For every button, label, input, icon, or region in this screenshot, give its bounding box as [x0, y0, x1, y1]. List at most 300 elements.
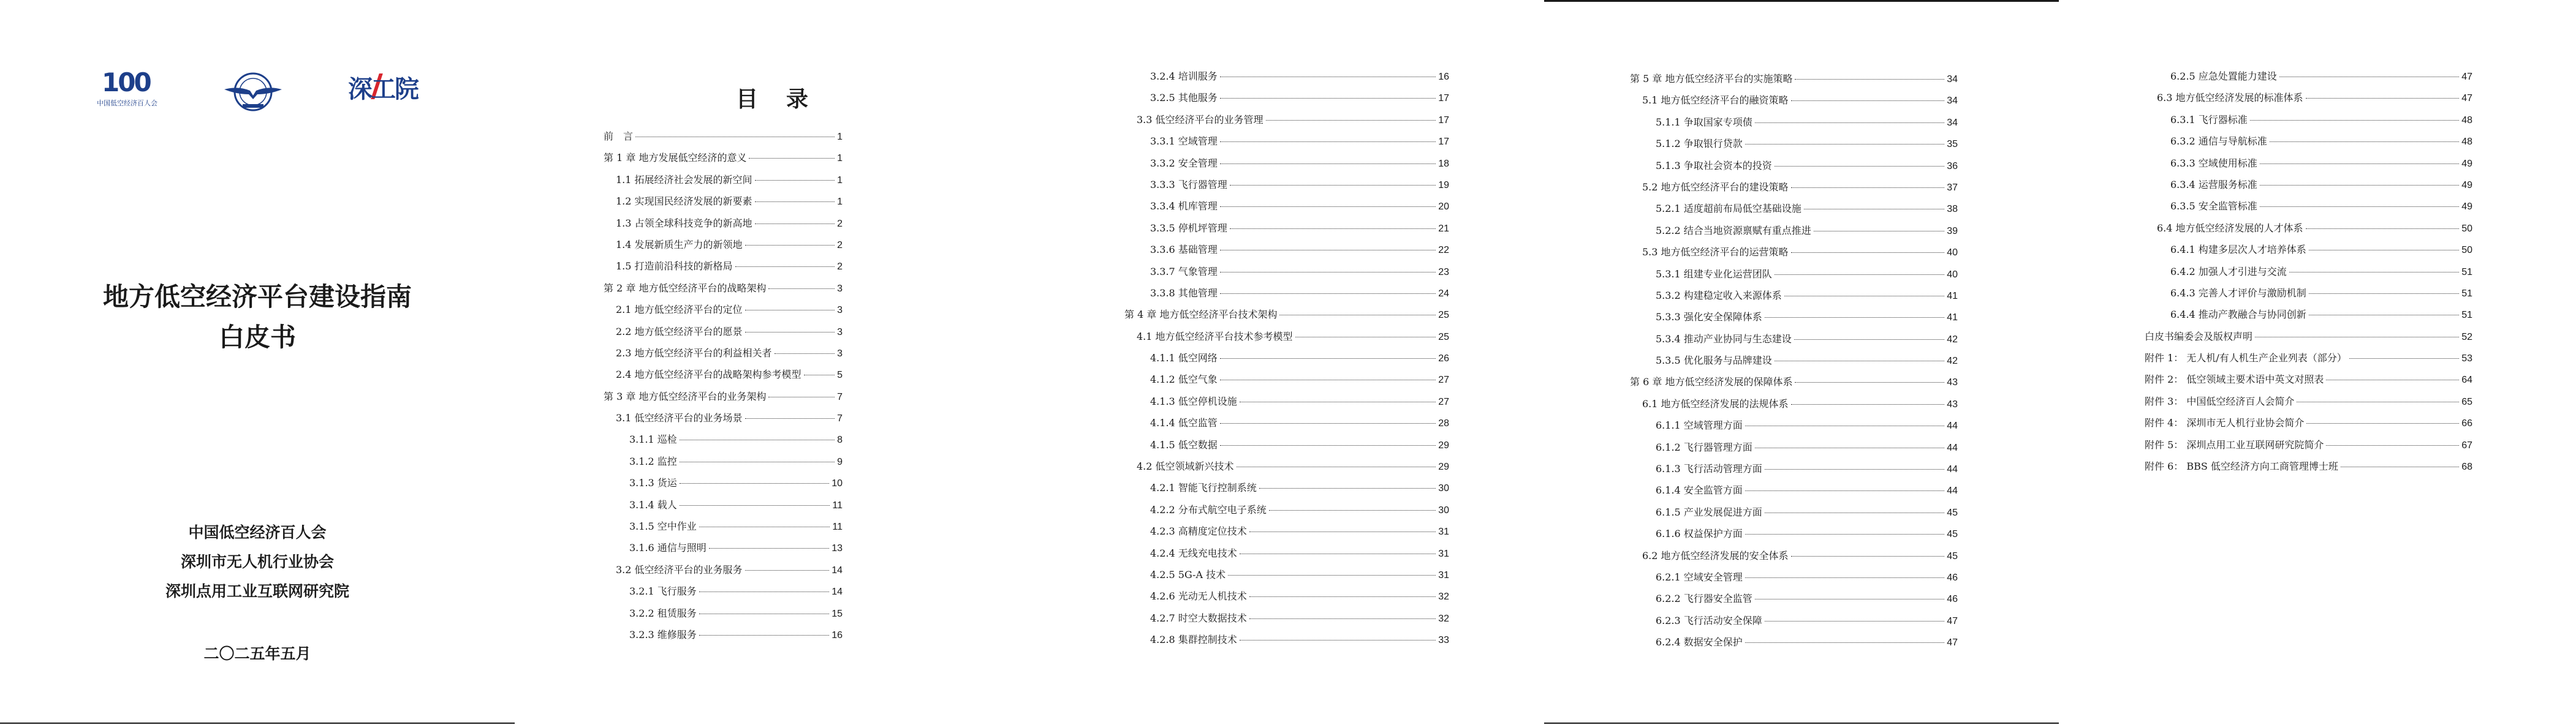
toc-entry-title: 6.2.4 数据安全保护 [1656, 636, 1743, 648]
toc-entry-title: 3.3.6 基础管理 [1150, 244, 1218, 256]
toc-entry-title: 3.3.1 空域管理 [1150, 135, 1218, 148]
toc-entry[interactable] [1124, 329, 1449, 350]
toc-entry[interactable] [604, 606, 843, 627]
toc-page-number: 39 [1947, 225, 1958, 236]
toc-entry-title: 6.2.3 飞行活动安全保障 [1656, 614, 1762, 626]
toc-entry-title: 1.1 拓展经济社会发展的新空间 [616, 173, 752, 186]
toc-entry-title: 3.2.3 维修服务 [629, 628, 697, 640]
toc-entry-title: 附件 4： 深圳市无人机行业协会简介 [2145, 417, 2305, 429]
toc-entry-title: 4.2.5 5G-A 技术 [1150, 568, 1226, 580]
toc-entry-title: 5.3.2 构建稳定收入来源体系 [1656, 289, 1782, 301]
toc-page-number: 45 [1947, 550, 1958, 562]
toc-entry[interactable] [1124, 307, 1449, 328]
toc-entry[interactable] [1630, 244, 1958, 266]
toc-entry[interactable] [604, 627, 843, 648]
toc-entry[interactable] [604, 475, 843, 497]
toc-dot-leader [749, 158, 835, 159]
toc-entry[interactable] [1630, 526, 1958, 547]
toc-entry[interactable] [1630, 179, 1958, 201]
toc-page-number: 49 [2461, 179, 2472, 190]
toc-page-number: 41 [1947, 290, 1958, 301]
toc-entry[interactable] [1630, 591, 1958, 612]
toc-page-number: 30 [1438, 505, 1449, 516]
toc-entry[interactable] [1124, 394, 1449, 415]
toc-entry[interactable] [2145, 198, 2472, 220]
toc-page-number: 37 [1947, 182, 1958, 193]
toc-entry[interactable] [1630, 331, 1958, 353]
publication-date: 二〇二五年五月 [203, 645, 311, 663]
toc-entry-title: 4.1.3 低空停机设施 [1150, 395, 1237, 407]
toc-dot-leader [1795, 382, 1944, 383]
toc-page-number: 47 [2461, 72, 2472, 82]
toc-entry-title: 4.2.8 集群控制技术 [1150, 634, 1237, 646]
toc-entry[interactable] [604, 324, 843, 345]
toc-page-number: 30 [1438, 483, 1449, 494]
toc-entry[interactable] [2145, 329, 2472, 350]
toc-page-number: 51 [2461, 288, 2472, 299]
toc-entry-title: 前 言 [604, 130, 634, 142]
toc-entry[interactable] [1630, 353, 1958, 374]
toc-entry[interactable] [1124, 285, 1449, 307]
toc-dot-leader [755, 180, 835, 181]
toc-entry[interactable] [604, 389, 843, 410]
toc-page-number: 17 [1438, 93, 1449, 104]
toc-entry[interactable] [2145, 350, 2472, 372]
toc-entry-title: 6.4.1 构建多层次人才培养体系 [2170, 244, 2306, 256]
toc-entry[interactable] [2145, 264, 2472, 285]
toc-page-number: 34 [1947, 96, 1958, 107]
toc-entry-title: 6.3.1 飞行器标准 [2170, 113, 2248, 126]
toc-dot-leader [1791, 556, 1945, 557]
toc-entry-title: 3.3.3 飞行器管理 [1150, 178, 1227, 190]
toc-entry-title: 4.2.6 光动无人机技术 [1150, 590, 1247, 603]
toc-page-number: 25 [1438, 331, 1449, 342]
toc-entry-title: 1.5 打造前沿科技的新格局 [616, 260, 733, 272]
toc-dot-leader [768, 288, 835, 289]
toc-entry[interactable] [604, 367, 843, 388]
page-top-edge [1544, 0, 2059, 2]
toc-dot-leader [1775, 166, 1944, 167]
toc-page-number: 15 [832, 608, 843, 619]
toc-entry-title: 3.3.4 机库管理 [1150, 200, 1218, 212]
toc-entry-title: 附件 5： 深圳点用工业互联网研究院简介 [2145, 438, 2324, 451]
toc-dot-leader [2260, 163, 2459, 164]
toc-entry-title: 6.2.1 空域安全管理 [1656, 571, 1743, 583]
toc-page-number: 44 [1947, 421, 1958, 432]
toc-entry-title: 6.1.6 权益保护方面 [1656, 528, 1743, 540]
toc-page-number: 47 [1947, 637, 1958, 648]
toc-entry[interactable] [1630, 461, 1958, 483]
toc-entry-title: 3.1.6 通信与照明 [629, 542, 707, 554]
toc-entry[interactable] [1630, 483, 1958, 504]
toc-entry-title: 6.2.5 应急处置能力建设 [2170, 70, 2277, 82]
toc-dot-leader [1220, 445, 1436, 446]
toc-page-number: 19 [1438, 179, 1449, 190]
toc-page-number: 53 [2461, 353, 2472, 364]
toc-entry-title: 3.3.8 其他管理 [1150, 287, 1218, 299]
toc-entry[interactable] [1124, 632, 1449, 653]
toc-entry[interactable] [2145, 133, 2472, 155]
toc-page-number: 46 [1947, 594, 1958, 605]
toc-entry[interactable] [1630, 92, 1958, 114]
toc-entry[interactable] [2145, 156, 2472, 177]
toc-dot-leader [1791, 404, 1945, 405]
toc-entry[interactable] [2145, 112, 2472, 133]
toc-entry[interactable] [1124, 198, 1449, 220]
page-bottom-edge [1544, 723, 2059, 724]
toc-entry[interactable] [1124, 610, 1449, 632]
toc-entry-title: 第 4 章 地方低空经济平台技术架构 [1124, 309, 1278, 321]
toc-heading: 目录 [735, 86, 836, 112]
toc-dot-leader [1791, 187, 1945, 188]
toc-dot-leader [1220, 293, 1436, 294]
toc-entry[interactable] [604, 280, 843, 302]
toc-entry[interactable] [1630, 374, 1958, 396]
toc-entry[interactable] [604, 454, 843, 475]
toc-entry-title: 4.1 地方低空经济平台技术参考模型 [1137, 330, 1293, 342]
toc-page-1 [515, 0, 1029, 725]
toc-entry-title: 2.3 地方低空经济平台的利益相关者 [616, 347, 772, 359]
toc-entry[interactable] [604, 172, 843, 193]
toc-entry[interactable] [2145, 459, 2472, 480]
toc-entry[interactable] [604, 345, 843, 367]
toc-page-number: 3 [837, 348, 843, 359]
toc-page-number: 5 [837, 370, 843, 381]
toc-page-number: 40 [1947, 247, 1958, 258]
org-3: 深圳点用工业互联网研究院 [165, 582, 349, 600]
toc-page-number: 50 [2461, 245, 2472, 256]
toc-dot-leader [2306, 98, 2460, 99]
toc-entry-title: 6.4 地方低空经济发展的人才体系 [2157, 222, 2303, 234]
toc-entry[interactable] [1124, 502, 1449, 524]
toc-entry[interactable] [1630, 396, 1958, 418]
toc-entry-title: 3.2 低空经济平台的业务服务 [616, 563, 743, 576]
toc-page-number: 27 [1438, 396, 1449, 407]
toc-dot-leader [2260, 185, 2459, 186]
logo-caption: 中国低空经济百人会 [97, 99, 157, 107]
toc-entry[interactable] [1124, 588, 1449, 610]
toc-entry-title: 3.1.2 监控 [629, 455, 677, 467]
toc-entry[interactable] [604, 302, 843, 323]
toc-entry-title: 6.3 地方低空经济发展的标准体系 [2157, 92, 2303, 104]
toc-entry[interactable] [604, 584, 843, 605]
toc-entry-title: 4.2.2 分布式航空电子系统 [1150, 503, 1267, 516]
toc-entry[interactable] [1124, 242, 1449, 263]
toc-entry-title: 5.3.4 推动产业协同与生态建设 [1656, 332, 1792, 345]
toc-page-number: 48 [2461, 115, 2472, 126]
toc-page-number: 3 [837, 326, 843, 337]
toc-entry[interactable] [1124, 524, 1449, 545]
cover-page [0, 0, 515, 725]
toc-dot-leader [1259, 488, 1436, 489]
toc-entry[interactable] [1124, 112, 1449, 133]
toc-page-number: 41 [1947, 312, 1958, 323]
toc-page-number: 13 [832, 543, 843, 554]
toc-dot-leader [735, 266, 835, 267]
toc-entry[interactable] [1124, 156, 1449, 177]
toc-entry[interactable] [1630, 613, 1958, 634]
toc-entry[interactable] [2145, 372, 2472, 393]
toc-entry[interactable] [604, 562, 843, 584]
toc-dot-leader [1765, 317, 1944, 318]
hundred-club-logo [97, 67, 164, 110]
toc-dot-leader [1228, 575, 1436, 576]
toc-dot-leader [1755, 122, 1944, 123]
toc-entry-title: 6.1 地方低空经济发展的法规体系 [1642, 397, 1789, 410]
toc-entry[interactable] [604, 129, 843, 150]
toc-entry-title: 附件 1： 无人机/有人机生产企业列表（部分） [2145, 352, 2347, 364]
toc-page-number: 18 [1438, 158, 1449, 169]
toc-entry[interactable] [604, 237, 843, 258]
toc-dot-leader [1745, 534, 1944, 535]
toc-page-number: 68 [2461, 462, 2472, 473]
toc-entry-title: 6.2.2 飞行器安全监管 [1656, 593, 1752, 605]
toc-entry-title: 3.2.2 租赁服务 [629, 607, 697, 619]
toc-page-number: 28 [1438, 418, 1449, 429]
toc-entry[interactable] [1630, 569, 1958, 591]
toc-entry-title: 3.1.4 载人 [629, 498, 677, 511]
toc-list-4 [2145, 69, 2472, 480]
org-2: 深圳市无人机行业协会 [180, 553, 334, 571]
toc-entry-title: 6.3.5 安全监管标准 [2170, 200, 2257, 212]
toc-entry[interactable] [2145, 307, 2472, 328]
toc-dot-leader [1266, 120, 1436, 121]
toc-page-number: 42 [1947, 334, 1958, 345]
toc-page-number: 8 [837, 435, 843, 446]
toc-entry[interactable] [1630, 158, 1958, 179]
toc-page-number: 1 [837, 197, 843, 208]
toc-page-number: 2 [837, 239, 843, 250]
toc-dot-leader [1795, 79, 1944, 80]
toc-page-2 [1029, 0, 1544, 725]
toc-page-number: 20 [1438, 201, 1449, 212]
toc-entry[interactable] [1630, 418, 1958, 439]
toc-page-number: 3 [837, 283, 843, 294]
toc-entry[interactable] [1630, 309, 1958, 331]
toc-entry[interactable] [1630, 71, 1958, 92]
toc-entry-title: 6.1.5 产业发展促进方面 [1656, 506, 1762, 518]
toc-entry[interactable] [1630, 505, 1958, 526]
toc-entry[interactable] [1124, 69, 1449, 90]
toc-entry-title: 4.1.2 低空气象 [1150, 374, 1218, 386]
toc-entry-title: 3.2.1 飞行服务 [629, 585, 697, 598]
toc-dot-leader [2260, 206, 2459, 207]
toc-entry-title: 5.1.1 争取国家专项债 [1656, 116, 1752, 128]
toc-entry[interactable] [1630, 266, 1958, 288]
toc-page-number: 26 [1438, 353, 1449, 364]
toc-page-number: 49 [2461, 201, 2472, 212]
toc-entry-title: 4.2.7 时空大数据技术 [1150, 612, 1247, 624]
toc-entry[interactable] [1630, 201, 1958, 222]
toc-entry[interactable] [2145, 437, 2472, 459]
toc-dot-leader [1220, 358, 1436, 359]
toc-entry-title: 第 1 章 地方发展低空经济的意义 [604, 152, 747, 164]
toc-entry[interactable] [2145, 69, 2472, 90]
toc-entry[interactable] [604, 432, 843, 453]
toc-dot-leader [1230, 228, 1436, 229]
toc-dot-leader [1765, 621, 1944, 622]
toc-page-number: 29 [1438, 462, 1449, 473]
toc-entry-title: 3.2.4 培训服务 [1150, 70, 1218, 82]
toc-dot-leader [699, 635, 829, 636]
logo-row [91, 67, 434, 116]
toc-entry-title: 3.1 低空经济平台的业务场景 [616, 412, 743, 424]
toc-entry[interactable] [604, 258, 843, 280]
toc-entry-title: 第 3 章 地方低空经济平台的业务架构 [604, 390, 767, 402]
toc-entry[interactable] [2145, 177, 2472, 198]
toc-entry-title: 6.4.2 加强人才引进与交流 [2170, 265, 2287, 277]
toc-page-number: 40 [1947, 269, 1958, 280]
toc-entry[interactable] [604, 193, 843, 215]
toc-page-number: 48 [2461, 137, 2472, 148]
toc-entry[interactable] [2145, 242, 2472, 263]
toc-page-number: 51 [2461, 310, 2472, 321]
toc-entry[interactable] [1124, 480, 1449, 501]
toc-page-number: 11 [832, 500, 843, 511]
toc-page-number: 23 [1438, 266, 1449, 277]
toc-dot-leader [745, 418, 835, 419]
toc-entry[interactable] [1124, 177, 1449, 198]
toc-dot-leader [2306, 228, 2460, 229]
toc-entry[interactable] [2145, 415, 2472, 437]
toc-page-number: 11 [832, 522, 843, 533]
toc-entry[interactable] [1124, 350, 1449, 372]
toc-page-number: 17 [1438, 137, 1449, 148]
toc-entry-title: 附件 3： 中国低空经济百人会简介 [2145, 395, 2295, 407]
toc-page-number: 49 [2461, 158, 2472, 169]
toc-entry-title: 4.2.1 智能飞行控制系统 [1150, 482, 1257, 494]
toc-entry[interactable] [2145, 90, 2472, 111]
toc-entry[interactable] [1124, 133, 1449, 155]
cover-title [0, 277, 515, 358]
toc-page-number: 50 [2461, 223, 2472, 234]
toc-entry[interactable] [1630, 136, 1958, 157]
toc-entry-title: 5.2.1 适度超前布局低空基础设施 [1656, 203, 1801, 215]
toc-page-number: 31 [1438, 527, 1449, 538]
toc-page-number: 2 [837, 218, 843, 229]
toc-entry-title: 5.1.3 争取社会资本的投资 [1656, 159, 1772, 171]
toc-entry-title: 3.3 低空经济平台的业务管理 [1137, 113, 1263, 126]
toc-entry[interactable] [2145, 285, 2472, 307]
page-bottom-edge [0, 723, 515, 724]
toc-dot-leader [1220, 163, 1436, 164]
toc-dot-leader [1775, 274, 1944, 275]
toc-page-number: 44 [1947, 486, 1958, 497]
toc-page-number: 25 [1438, 310, 1449, 321]
toc-entry-title: 6.1.2 飞行器管理方面 [1656, 441, 1752, 453]
logo-digits: 100 [102, 67, 150, 97]
toc-entry[interactable] [604, 410, 843, 432]
toc-page-number: 47 [1947, 615, 1958, 626]
toc-entry[interactable] [604, 519, 843, 540]
toc-entry[interactable] [1630, 440, 1958, 461]
toc-entry[interactable] [1124, 567, 1449, 588]
toc-entry[interactable] [1124, 415, 1449, 437]
toc-page-number: 2 [837, 261, 843, 272]
toc-page-number: 22 [1438, 245, 1449, 256]
toc-entry-title: 附件 6： BBS 低空经济方向工商管理博士班 [2145, 460, 2338, 473]
toc-entry[interactable] [1124, 264, 1449, 285]
toc-entry-title: 4.2 低空领域新兴技术 [1137, 460, 1234, 473]
toc-entry[interactable] [1630, 115, 1958, 136]
sz-institute-logo [348, 67, 428, 110]
toc-page-number: 34 [1947, 74, 1958, 85]
toc-entry[interactable] [1124, 220, 1449, 242]
toc-dot-leader [755, 201, 835, 202]
toc-dot-leader [2309, 293, 2459, 294]
toc-entry[interactable] [604, 216, 843, 237]
toc-entry-title: 1.4 发展新质生产力的新领地 [616, 238, 743, 250]
toc-entry[interactable] [604, 497, 843, 519]
toc-dot-leader [1249, 618, 1436, 619]
toc-page-number: 1 [837, 132, 843, 142]
toc-entry-title: 5.3.5 优化服务与品牌建设 [1656, 355, 1772, 367]
toc-entry[interactable] [1124, 546, 1449, 567]
toc-page-3 [1544, 0, 2059, 725]
toc-list-3 [1630, 71, 1958, 656]
toc-entry-title: 第 6 章 地方低空经济发展的保障体系 [1630, 376, 1793, 388]
toc-entry-title: 5.3 地方低空经济平台的运营策略 [1642, 246, 1789, 258]
toc-list-1 [604, 129, 843, 648]
toc-entry-title: 6.1.3 飞行活动管理方面 [1656, 463, 1762, 475]
toc-entry-title: 5.1 地方低空经济平台的融资策略 [1642, 94, 1789, 107]
toc-entry[interactable] [604, 540, 843, 562]
toc-page-number: 64 [2461, 375, 2472, 386]
toc-dot-leader [2250, 120, 2459, 121]
toc-entry[interactable] [1124, 437, 1449, 459]
toc-page-number: 29 [1438, 440, 1449, 451]
toc-entry-title: 3.3.7 气象管理 [1150, 265, 1218, 277]
title-line-2: 白皮书 [218, 322, 296, 352]
toc-page-number: 67 [2461, 440, 2472, 451]
toc-entry-title: 1.3 占领全球科技竞争的新高地 [616, 217, 752, 229]
toc-entry-title: 2.4 地方低空经济平台的战略架构参考模型 [616, 369, 801, 381]
toc-entry[interactable] [604, 150, 843, 171]
toc-entry-title: 3.1.5 空中作业 [629, 520, 697, 533]
toc-entry-title: 1.2 实现国民经济发展的新要素 [616, 195, 752, 208]
toc-dot-leader [745, 245, 835, 246]
toc-page-number: 21 [1438, 223, 1449, 234]
toc-entry[interactable] [1124, 90, 1449, 111]
toc-entry-title: 6.3.4 运营服务标准 [2170, 178, 2257, 190]
toc-entry[interactable] [1630, 288, 1958, 309]
toc-entry-title: 第 5 章 地方低空经济平台的实施策略 [1630, 73, 1793, 85]
toc-entry[interactable] [1124, 372, 1449, 393]
toc-dot-leader [680, 505, 830, 506]
toc-dot-leader [1745, 642, 1944, 643]
toc-entry-title: 3.1.3 货运 [629, 477, 677, 489]
toc-entry[interactable] [1630, 634, 1958, 656]
toc-entry[interactable] [1124, 459, 1449, 480]
toc-page-number: 32 [1438, 592, 1449, 603]
toc-page-number: 27 [1438, 375, 1449, 386]
toc-dot-leader [1220, 206, 1436, 207]
toc-entry-title: 6.4.4 推动产教融合与协同创新 [2170, 309, 2306, 321]
toc-entry[interactable] [1630, 548, 1958, 569]
toc-page-number: 44 [1947, 464, 1958, 475]
toc-page-number: 42 [1947, 356, 1958, 367]
toc-entry-title: 第 2 章 地方低空经济平台的战略架构 [604, 282, 767, 294]
toc-page-number: 34 [1947, 117, 1958, 128]
toc-page-number: 45 [1947, 507, 1958, 518]
toc-dot-leader [1765, 469, 1944, 470]
toc-entry-title: 3.1.1 巡检 [629, 434, 677, 446]
toc-entry[interactable] [1630, 223, 1958, 244]
toc-entry[interactable] [2145, 220, 2472, 242]
toc-page-number: 38 [1947, 204, 1958, 215]
toc-entry[interactable] [2145, 394, 2472, 415]
toc-dot-leader [1249, 596, 1436, 597]
